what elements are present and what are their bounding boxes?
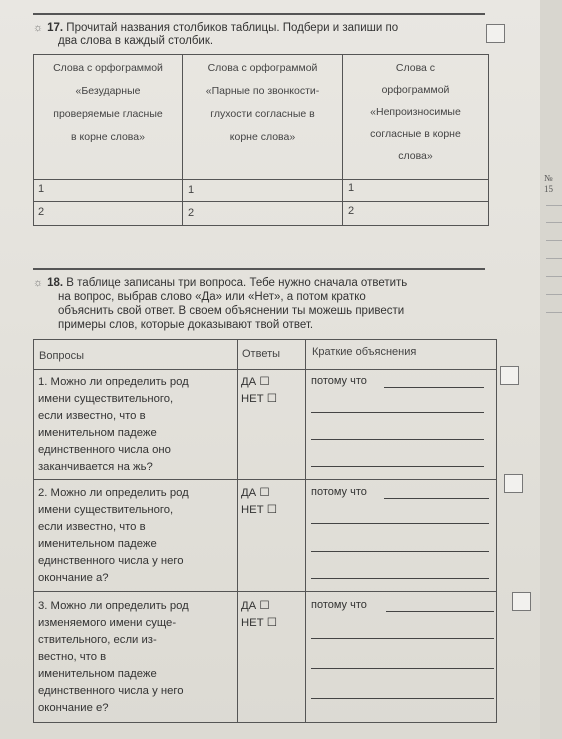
row-number: 1 <box>188 184 195 196</box>
adjacent-page-edge <box>540 0 562 739</box>
write-line[interactable] <box>311 551 489 552</box>
write-line[interactable] <box>311 412 484 413</box>
task18-table <box>33 339 497 723</box>
checkbox-icon: ☐ <box>266 393 277 405</box>
write-line[interactable] <box>384 498 489 499</box>
header-explanations: Краткие объяснения <box>312 346 417 358</box>
answer-options-2 <box>241 485 277 519</box>
star-icon: ☼ <box>33 22 44 34</box>
write-line[interactable] <box>311 523 489 524</box>
task17-table <box>33 54 489 226</box>
answer-no[interactable]: НЕТ ☐ <box>241 504 277 516</box>
margin-label-num: 15 <box>544 184 553 194</box>
column-header-2: Слова с орфограммой «Парные по звонкости- глухости согласные в корне слова» <box>205 62 320 143</box>
because-label: потому что <box>311 486 367 498</box>
task17-rule <box>33 13 485 15</box>
checkbox-icon: ☐ <box>259 487 270 499</box>
task18-rule <box>33 268 485 270</box>
checkbox-icon: ☐ <box>266 617 277 629</box>
write-line[interactable] <box>311 439 484 440</box>
header-answers: Ответы <box>242 348 281 360</box>
because-label: потому что <box>311 375 367 387</box>
answer-no[interactable]: НЕТ ☐ <box>241 617 277 629</box>
row-number: 1 <box>348 182 355 194</box>
margin-label-no: № <box>544 173 553 183</box>
checkbox-icon: ☐ <box>259 376 270 388</box>
header-questions: Вопросы <box>39 350 85 362</box>
write-line[interactable] <box>384 387 484 388</box>
question-3: 3. Можно ли определить род изменяемого имени суще- ствительного, если из- вестно, что в именительном падеже единственного числа у него окончание е? <box>38 600 189 714</box>
question-1: 1. Можно ли определить род имени существительного, если известно, что в именительном падеже единственного числа оно заканчивается на жь? <box>38 376 189 473</box>
answer-no[interactable]: НЕТ ☐ <box>241 393 277 405</box>
answer-options-3 <box>241 598 277 632</box>
write-line[interactable] <box>311 668 494 669</box>
q1-score-box[interactable] <box>500 366 519 385</box>
star-icon: ☼ <box>33 277 44 289</box>
write-line[interactable] <box>311 578 489 579</box>
answer-options-1 <box>241 374 277 408</box>
write-line[interactable] <box>311 638 494 639</box>
task17-title: ☼ 17. Прочитай названия столбиков таблицы. Подбери и запиши по два слова в каждый столбик. <box>33 22 399 47</box>
answer-yes[interactable]: ДА ☐ <box>241 487 270 499</box>
write-line[interactable] <box>386 611 494 612</box>
checkbox-icon: ☐ <box>259 600 270 612</box>
checkbox-icon: ☐ <box>266 504 277 516</box>
write-line[interactable] <box>311 698 494 699</box>
column-header-1: Слова с орфограммой «Безударные проверяемые гласные в корне слова» <box>53 62 163 143</box>
question-2: 2. Можно ли определить род имени существительного, если известно, что в именительном падеже единственного числа у него окончание а? <box>38 487 189 584</box>
task17-score-box[interactable] <box>486 24 505 43</box>
row-number: 2 <box>348 205 355 217</box>
because-label: потому что <box>311 599 367 611</box>
answer-yes[interactable]: ДА ☐ <box>241 376 270 388</box>
write-line[interactable] <box>311 466 484 467</box>
row-number: 2 <box>38 206 45 218</box>
row-number: 2 <box>188 207 195 219</box>
task18-title: ☼ 18. В таблице записаны три вопроса. Тебе нужно сначала ответить на вопрос, выбрав слово «Да» или «Нет», а потом кратко объяснить свой ответ. В своем объяснении ты можешь привести примеры слов, которые доказывают твой ответ. <box>33 277 408 331</box>
answer-yes[interactable]: ДА ☐ <box>241 600 270 612</box>
column-header-3: Слова с орфограммой «Непроизносимые согласные в корне слова» <box>370 62 461 162</box>
q3-score-box[interactable] <box>512 592 531 611</box>
row-number: 1 <box>38 183 45 195</box>
q2-score-box[interactable] <box>504 474 523 493</box>
